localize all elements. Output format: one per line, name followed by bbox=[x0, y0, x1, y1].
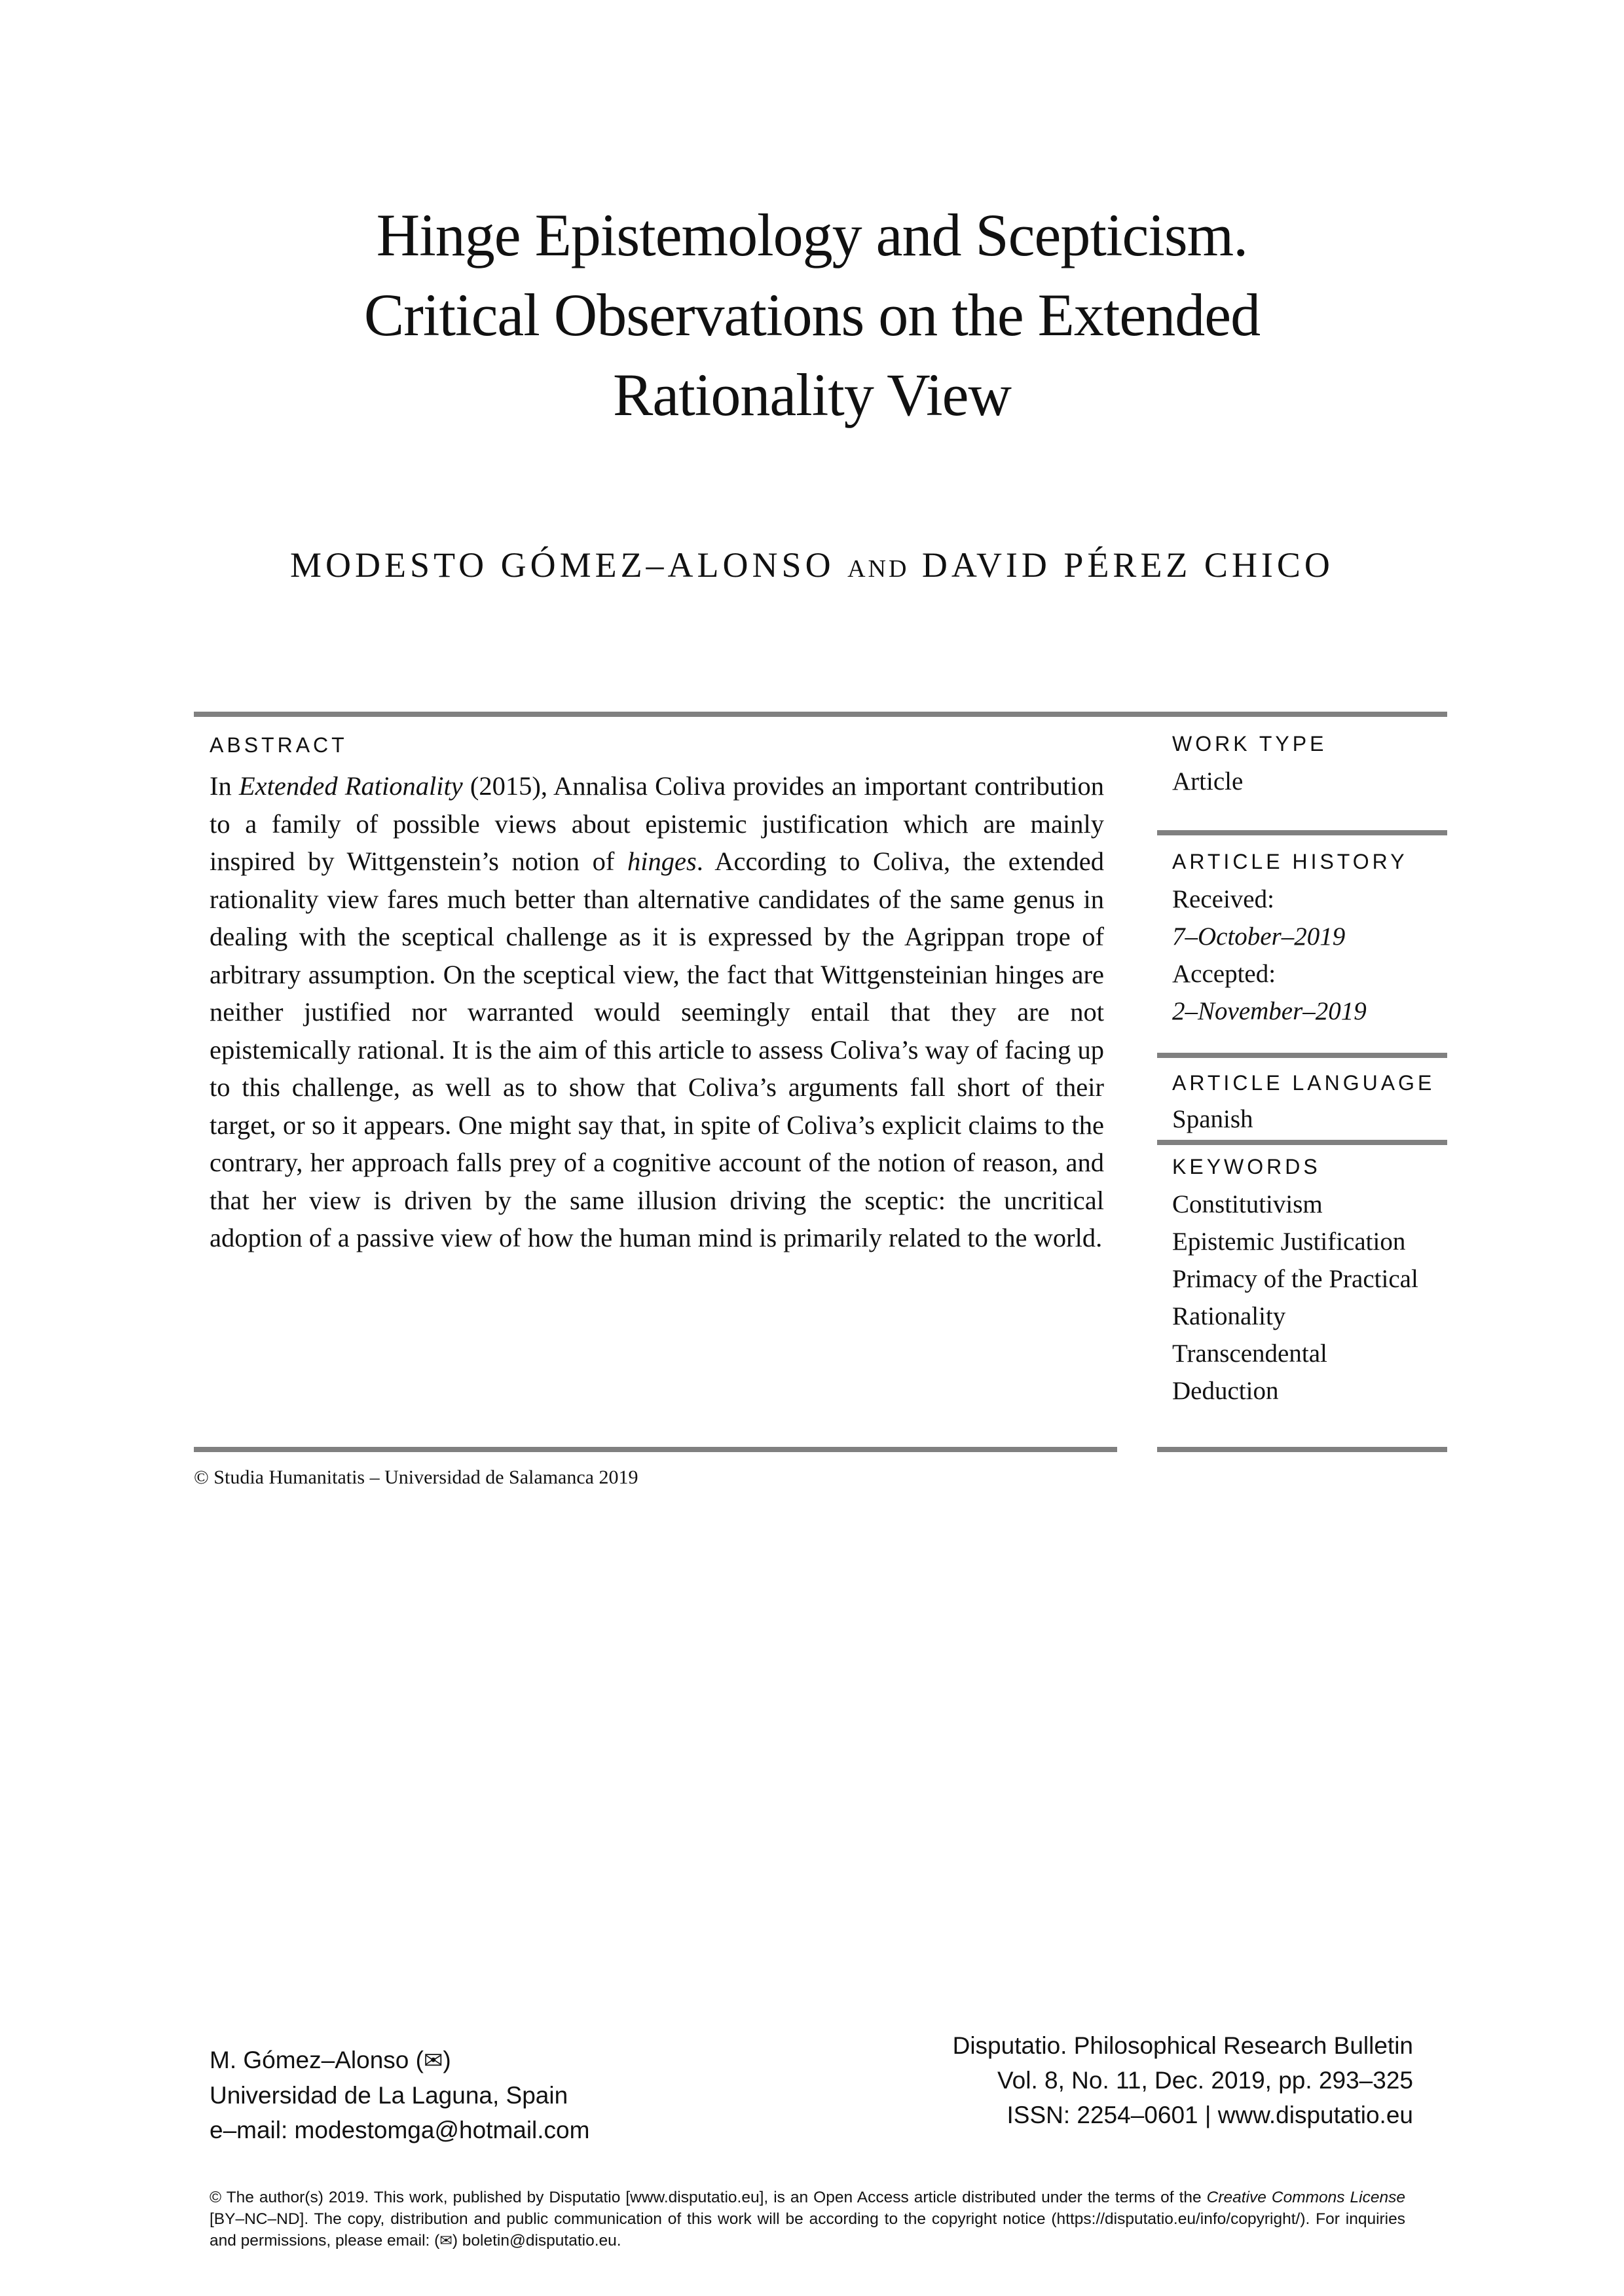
correspondence-email[interactable]: e–mail: modestomga@hotmail.com bbox=[210, 2117, 590, 2143]
received-date: 7–October–2019 bbox=[1172, 922, 1346, 951]
top-rule bbox=[194, 712, 1447, 717]
journal-issue: Vol. 8, No. 11, Dec. 2019, pp. 293–325 bbox=[997, 2067, 1413, 2094]
title-line-3: Rationality View bbox=[613, 361, 1011, 428]
sidebar-rule-bottom bbox=[1157, 1447, 1447, 1452]
journal-issn[interactable]: ISSN: 2254–0601 | www.disputatio.eu bbox=[1006, 2102, 1413, 2128]
sidebar-rule-keywords bbox=[1157, 1140, 1447, 1145]
license-text-part: © The author(s) 2019. This work, published by Disputatio [www.disputatio.eu], is an Open Access article distributed under the terms of the bbox=[210, 2189, 1207, 2206]
license-text-part: [BY–NC–ND]. The copy, distribution and public communication of this work will be according to the copyright notice (https://disputatio.eu/info/copyright/). For inquiries and permissions, please email: ( bbox=[210, 2210, 1405, 2250]
article-history-label: ARTICLE HISTORY bbox=[1172, 850, 1408, 873]
keywords-label: KEYWORDS bbox=[1172, 1155, 1321, 1178]
article-language-label: ARTICLE LANGUAGE bbox=[1172, 1071, 1435, 1095]
keyword-item: Deduction bbox=[1172, 1377, 1279, 1405]
envelope-icon: ✉ bbox=[439, 2232, 452, 2249]
title-line-1: Hinge Epistemology and Scepticism. bbox=[376, 202, 1248, 268]
abstract-text-part: . According to Coliva, the extended rationality view fares much better than alternative candidates of the same genus in dealing with the sceptical challenge as it is expressed by the Agrippan trope of arbitrary assumption. On the sceptical view, the fact that Wittgensteinian hinges are neither justified nor warranted would seemingly entail that they are not epistemically rational. It is the aim of this article to assess Coliva’s way of facing up to this challenge, as well as to show that Coliva’s arguments fall short of their target, or so it appears. One might say that, in spite of Coliva’s explicit claims to the contrary, her approach falls prey of a cognitive account of the notion of reason, and that her view is driven by the same illusion driving the sceptic: the uncritical adoption of a passive view of how the human mind is primarily related to the world. bbox=[210, 847, 1104, 1252]
correspondence-name bbox=[210, 2043, 589, 2078]
paren-close: ) bbox=[443, 2047, 451, 2073]
work-type-label: WORK TYPE bbox=[1172, 732, 1327, 756]
keyword-item: Primacy of the Practical bbox=[1172, 1265, 1418, 1293]
sidebar-work-type bbox=[1172, 732, 1447, 800]
keywords-list bbox=[1172, 1186, 1447, 1410]
abstract-label: ABSTRACT bbox=[210, 733, 348, 757]
sidebar-keywords bbox=[1172, 1155, 1447, 1410]
keyword-item: Constitutivism bbox=[1172, 1190, 1323, 1218]
abstract-book-title: Extended Rationality bbox=[238, 771, 463, 801]
abstract-text bbox=[210, 767, 1104, 1257]
license-notice bbox=[210, 2187, 1405, 2251]
author-name: M. Gómez–Alonso ( bbox=[210, 2047, 424, 2073]
license-text-part[interactable]: ) boletin@disputatio.eu. bbox=[452, 2232, 621, 2250]
envelope-icon: ✉ bbox=[423, 2048, 443, 2073]
journal-name: Disputatio. Philosophical Research Bulletin bbox=[952, 2032, 1413, 2059]
publisher-copyright: © Studia Humanitatis – Universidad de Salamanca 2019 bbox=[194, 1467, 638, 1488]
abstract-text-part: In bbox=[210, 771, 239, 801]
article-title bbox=[196, 195, 1428, 435]
correspondence-affiliation: Universidad de La Laguna, Spain bbox=[210, 2082, 568, 2109]
keyword-item: Epistemic Justification bbox=[1172, 1228, 1406, 1256]
keyword-item: Transcendental bbox=[1172, 1339, 1327, 1368]
received-label: Received: bbox=[1172, 885, 1274, 913]
author-conjunction: AND bbox=[847, 555, 910, 583]
accepted-date: 2–November–2019 bbox=[1172, 997, 1367, 1025]
sidebar-article-history bbox=[1172, 850, 1447, 1030]
accepted-label: Accepted: bbox=[1172, 960, 1276, 988]
keyword-item: Rationality bbox=[1172, 1302, 1286, 1330]
abstract-text-part: (2015), Annalisa Coliva provides an important contribution to a family of possible views about epistemic justification which are mainly inspired by Wittgenstein’s notion of bbox=[210, 771, 1104, 876]
abstract-bottom-rule bbox=[194, 1447, 1117, 1452]
title-line-2: Critical Observations on the Extended bbox=[363, 282, 1261, 348]
author-1: MODESTO GÓMEZ–ALONSO bbox=[290, 545, 835, 585]
correspondence-block bbox=[210, 2043, 589, 2147]
sidebar-rule-language bbox=[1157, 1053, 1447, 1058]
sidebar-article-language bbox=[1172, 1071, 1447, 1138]
journal-block bbox=[953, 2028, 1413, 2132]
work-type-value: Article bbox=[1172, 767, 1244, 795]
author-2: DAVID PÉREZ CHICO bbox=[921, 545, 1334, 585]
article-language-value: Spanish bbox=[1172, 1105, 1253, 1133]
license-name: Creative Commons License bbox=[1206, 2189, 1405, 2206]
author-line bbox=[157, 545, 1467, 585]
abstract-emphasis: hinges bbox=[627, 847, 697, 876]
sidebar-rule-history bbox=[1157, 830, 1447, 835]
